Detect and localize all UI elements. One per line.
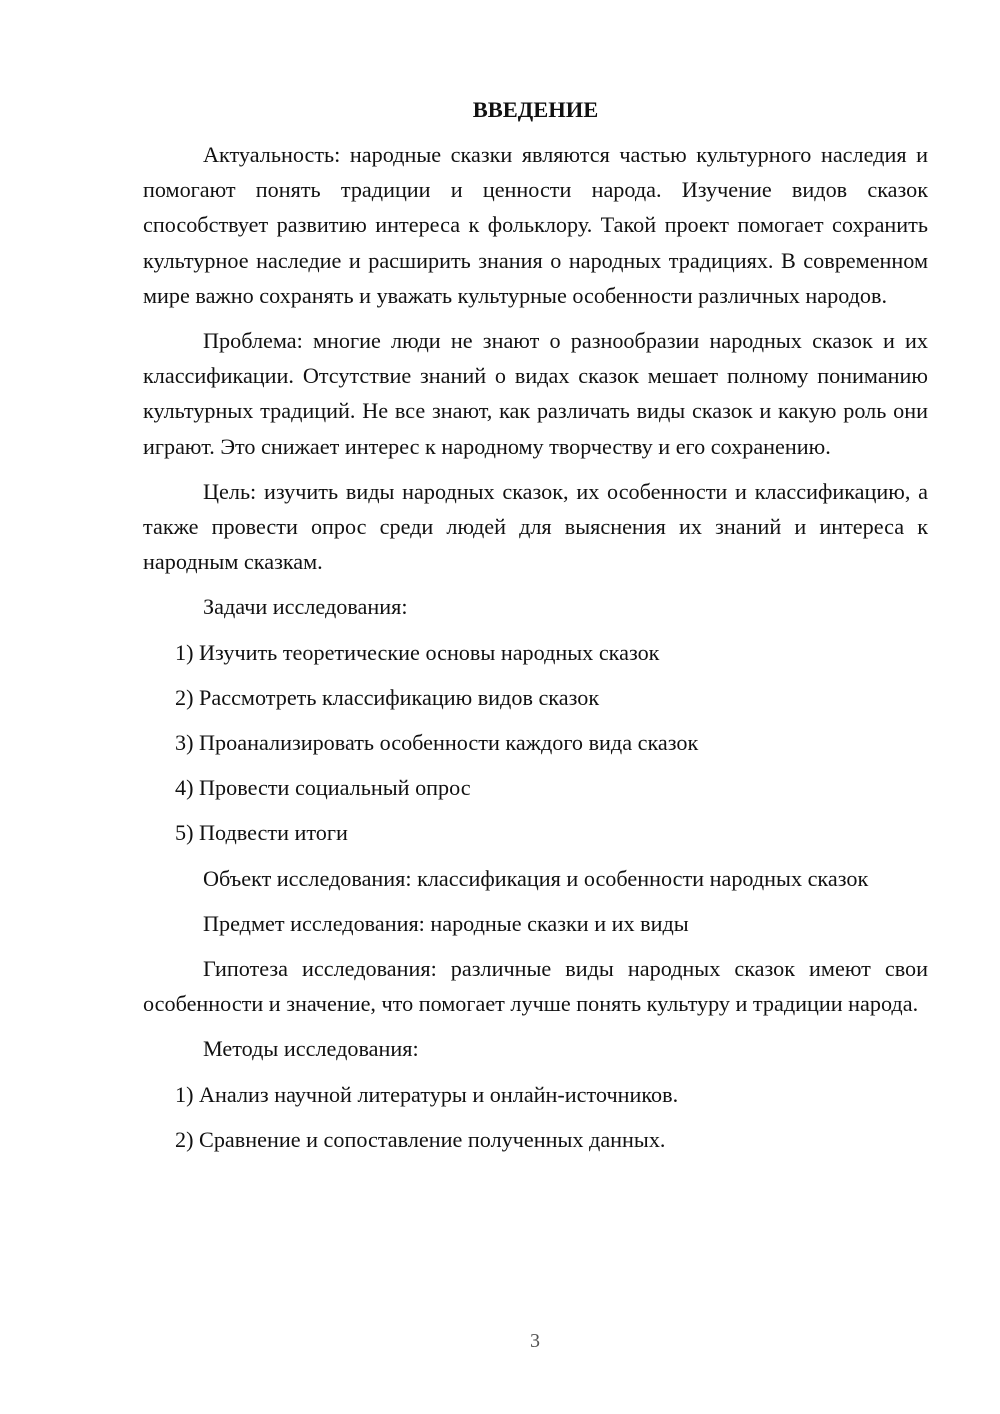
tasks-heading: Задачи исследования: — [203, 594, 408, 620]
problem-paragraph: Проблема: многие люди не знают о разнообразии народных сказок и их классификации. Отсутствие знаний о видах сказок мешает полному пониманию культурных традиций. Не все знают, как различать виды сказок и какую роль они играют. Это снижает интерес к народному творчеству и его сохранению. — [143, 328, 928, 459]
task-item: 3) Проанализировать особенности каждого вида сказок — [175, 730, 699, 756]
page-number: 3 — [530, 1330, 540, 1352]
methods-list — [143, 1077, 928, 1157]
object-paragraph: Объект исследования: классификация и особенности народных сказок — [203, 865, 869, 891]
task-item: 4) Провести социальный опрос — [175, 775, 471, 801]
task-item: 1) Изучить теоретические основы народных сказок — [175, 639, 660, 665]
task-item: 5) Подвести итоги — [175, 820, 348, 846]
hypothesis-paragraph: Гипотеза исследования: различные виды народных сказок имеют свои особенности и значение, что помогает лучше понять культуру и традиции народа. — [143, 956, 928, 1017]
section-title: ВВЕДЕНИЕ — [472, 97, 599, 122]
goal-paragraph: Цель: изучить виды народных сказок, их особенности и классификацию, а также провести опрос среди людей для выяснения их знаний и интереса к народным сказкам. — [143, 478, 928, 575]
method-item: 1) Анализ научной литературы и онлайн-источников. — [175, 1081, 679, 1107]
tasks-list — [143, 635, 928, 851]
document-body — [143, 92, 928, 1167]
methods-heading: Методы исследования: — [203, 1036, 419, 1062]
relevance-paragraph: Актуальность: народные сказки являются частью культурного наследия и помогают понять традиции и ценности народа. Изучение видов сказок способствует развитию интереса к фольклору. Такой проект помогает сохранить культурное наследие и расширить знания о народных традициях. В современном мире важно сохранять и уважать культурные особенности различных народов. — [143, 142, 928, 308]
subject-paragraph: Предмет исследования: народные сказки и их виды — [203, 910, 689, 936]
task-item: 2) Рассмотреть классификацию видов сказок — [175, 684, 600, 710]
method-item: 2) Сравнение и сопоставление полученных данных. — [175, 1126, 666, 1152]
